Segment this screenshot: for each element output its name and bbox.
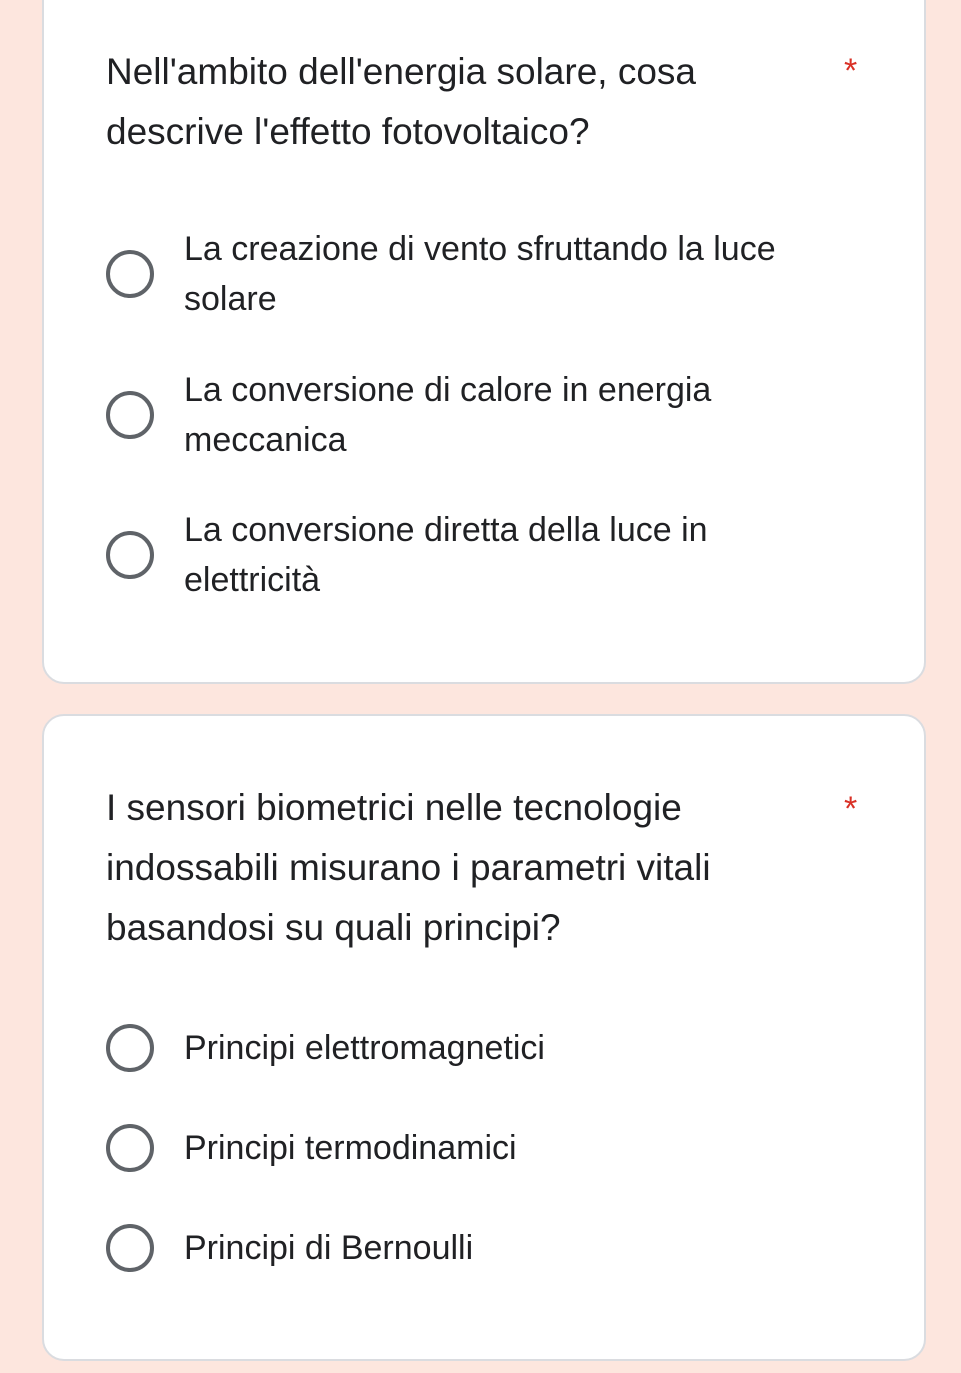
option-radio-2[interactable] [106,365,886,465]
radio-unchecked-icon[interactable] [106,1224,154,1272]
option-label: Principi di Bernoulli [184,1229,474,1267]
option-label: Principi elettromagnetici [184,1029,545,1067]
option-radio-3[interactable] [106,1223,886,1273]
option-radio-3[interactable] [106,505,886,605]
option-radio-1[interactable] [106,224,886,324]
question-title: Nell'ambito dell'energia solare, cosa descrive l'effetto fotovoltaico? [106,51,696,152]
option-label: La conversione diretta della luce in elettricità [184,511,708,599]
radio-unchecked-icon[interactable] [106,1024,154,1072]
radio-unchecked-icon[interactable] [106,250,154,298]
radio-unchecked-icon[interactable] [106,1124,154,1172]
option-radio-2[interactable] [106,1123,886,1173]
question-card-1 [42,0,926,684]
radio-unchecked-icon[interactable] [106,531,154,579]
required-asterisk: * [844,52,858,90]
option-label: La creazione di vento sfruttando la luce solare [184,230,776,318]
radio-unchecked-icon[interactable] [106,391,154,439]
question-title: I sensori biometrici nelle tecnologie indossabili misurano i parametri vitali basandosi su quali principi? [106,787,711,948]
option-label: Principi termodinamici [184,1129,517,1167]
option-label: La conversione di calore in energia meccanica [184,371,712,459]
option-radio-1[interactable] [106,1023,886,1073]
question-card-2 [42,714,926,1361]
required-asterisk: * [844,790,858,828]
